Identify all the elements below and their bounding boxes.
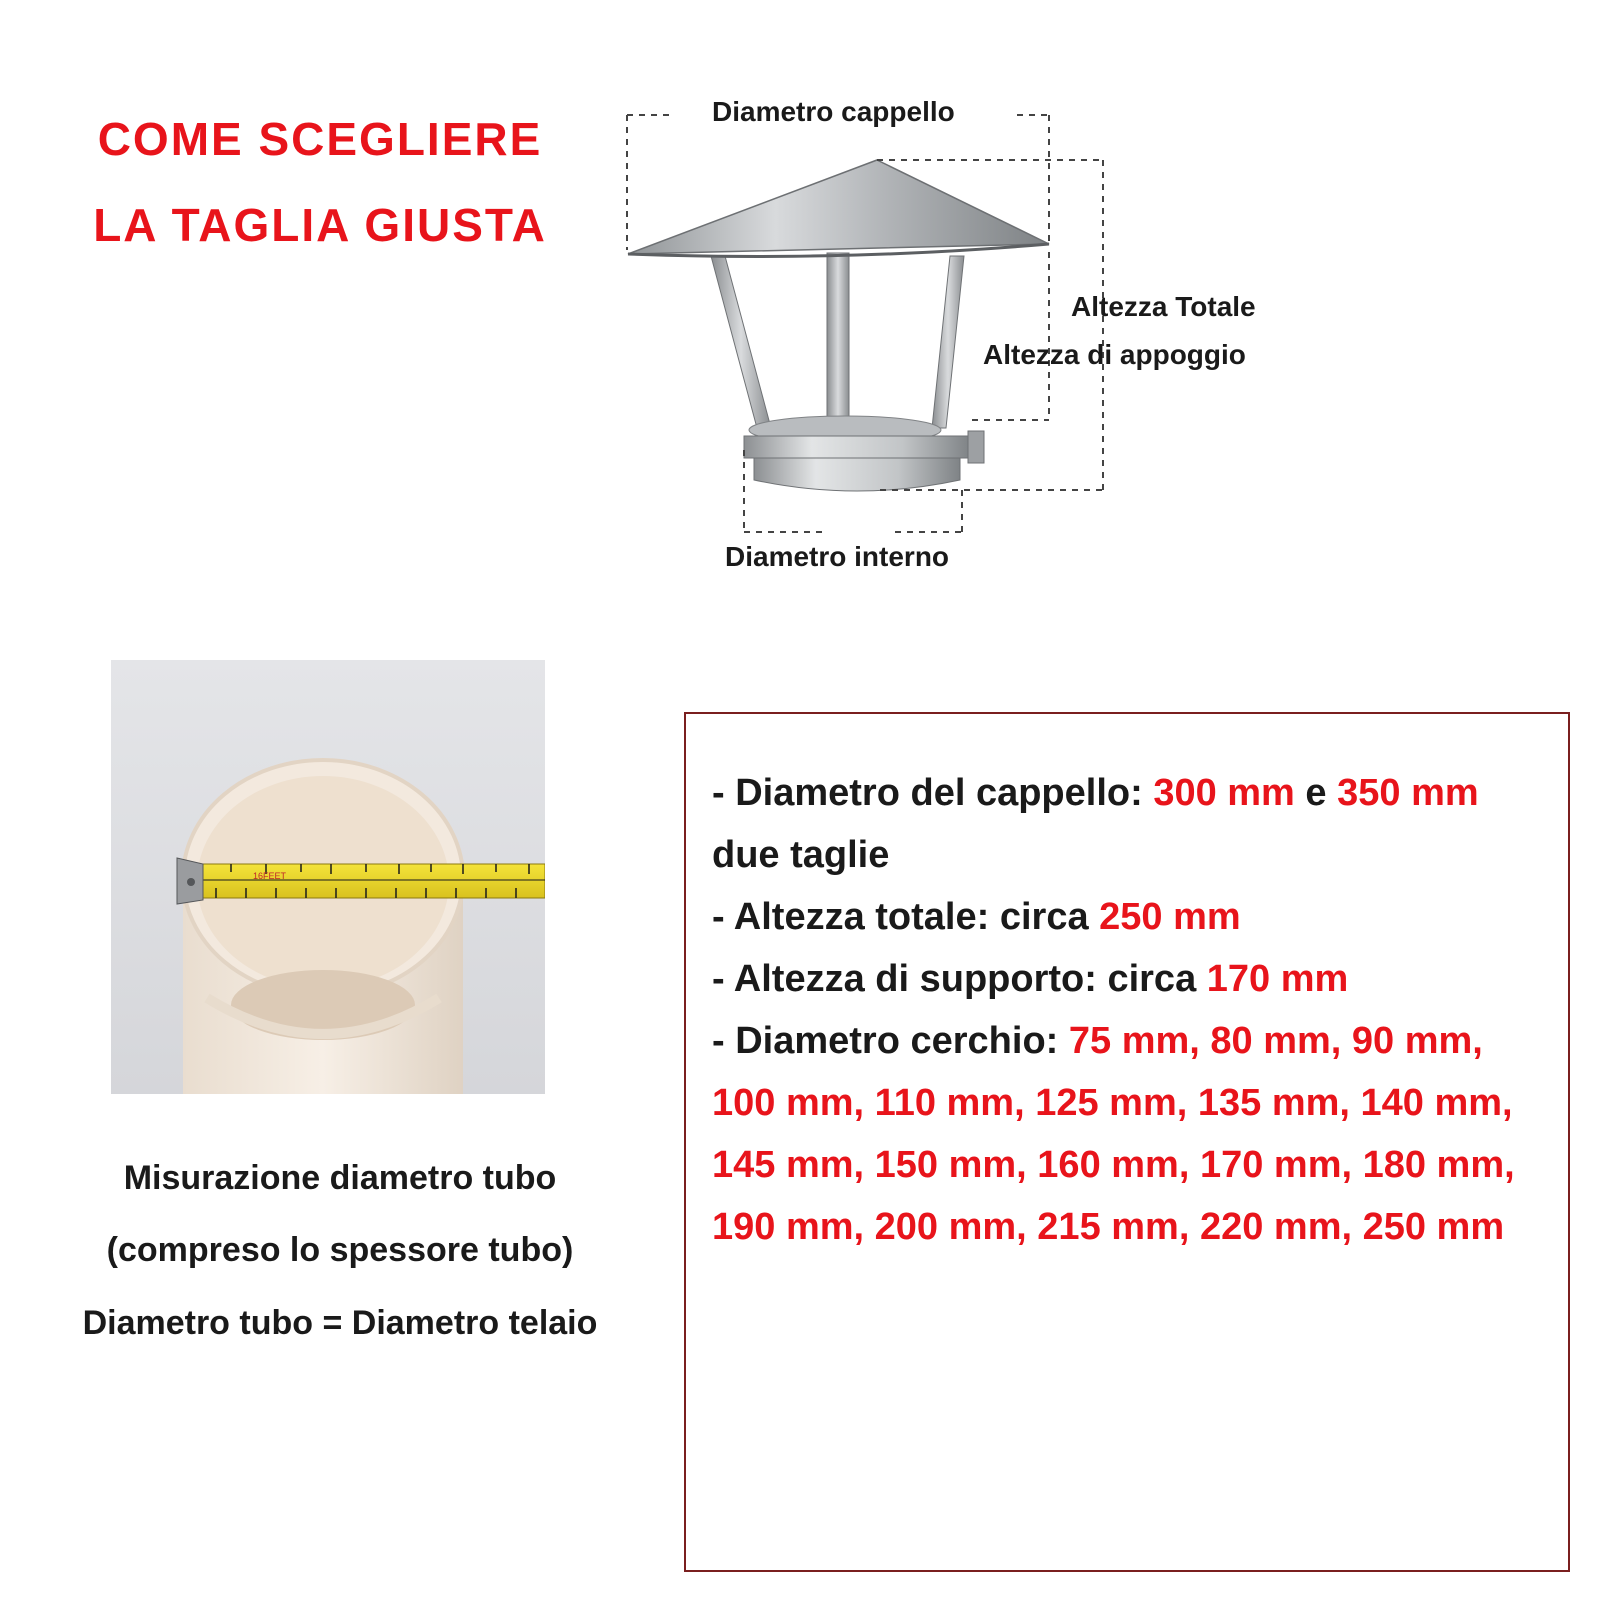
page-title-line-1: COME SCEGLIERE xyxy=(97,113,543,165)
label-total-height: Altezza Totale xyxy=(1071,291,1256,322)
pipe-measurement-photo xyxy=(111,660,545,1094)
cap-cone xyxy=(628,160,1049,254)
spec-total-height-label: - Altezza totale: circa xyxy=(712,896,1100,938)
pipe-illustration xyxy=(111,660,545,1094)
specifications-text xyxy=(712,762,1552,1258)
base-collar xyxy=(754,458,960,491)
spec-ring-diameter xyxy=(712,1010,1552,1258)
chimney-cap-diagram xyxy=(0,0,1600,600)
specifications-box xyxy=(684,712,1570,1572)
photo-caption-line-3: Diametro tubo = Diametro telaio xyxy=(82,1304,598,1342)
spec-cap-diameter-value-1: 300 mm xyxy=(1153,772,1295,814)
chimney-cap-illustration xyxy=(0,0,1600,600)
spec-support-height-label: - Altezza di supporto: circa xyxy=(712,958,1207,1000)
tape-mark-text: 16FEET xyxy=(253,871,287,881)
spec-cap-diameter-joiner: e xyxy=(1294,772,1338,814)
photo-caption-line-2: (compreso lo spessore tubo) xyxy=(106,1231,574,1269)
spec-support-height-value: 170 mm xyxy=(1206,958,1349,1000)
label-support-height: Altezza di appoggio xyxy=(983,339,1246,370)
base-clamp-band xyxy=(744,436,970,458)
spec-total-height-value: 250 mm xyxy=(1099,896,1241,938)
support-leg-right xyxy=(932,256,964,428)
spec-cap-diameter xyxy=(712,762,1552,886)
spec-total-height xyxy=(712,886,1552,948)
spec-ring-diameter-values: 75 mm, 80 mm, 90 mm, 100 mm, 110 mm, 125 mm, 135 mm, 140 mm, 145 mm, 150 mm, 160 mm, 170 mm, 180 mm, 190 mm, 200 mm, 215 mm, 220 mm, 250 mm xyxy=(712,1020,1515,1248)
photo-caption-line-1: Misurazione diametro tubo xyxy=(123,1159,557,1197)
clamp-screw xyxy=(968,431,984,463)
spec-cap-diameter-label: - Diametro del cappello: xyxy=(712,772,1154,814)
spec-cap-diameter-value-2: 350 mm xyxy=(1337,772,1479,814)
tape-measure xyxy=(181,864,545,898)
label-inner-diameter: Diametro interno xyxy=(725,541,950,572)
support-leg-center xyxy=(827,253,849,423)
page-title-line-2: LA TAGLIA GIUSTA xyxy=(93,199,547,251)
spec-cap-diameter-tail: due taglie xyxy=(712,834,890,876)
spec-support-height xyxy=(712,948,1552,1010)
spec-ring-diameter-label: - Diametro cerchio: xyxy=(712,1020,1069,1062)
support-leg-left xyxy=(711,256,771,428)
label-cap-diameter: Diametro cappello xyxy=(712,96,955,127)
